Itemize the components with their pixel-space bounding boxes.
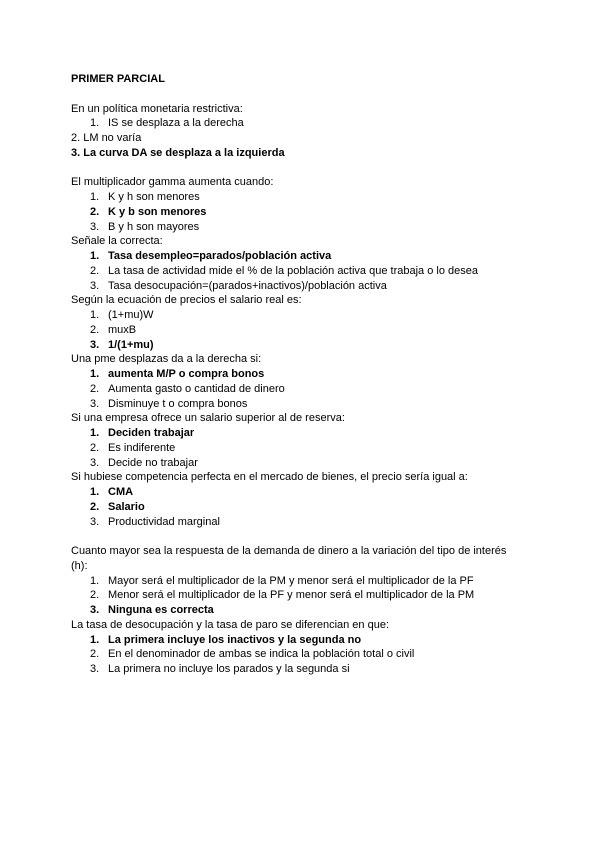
question-9-option-2 bbox=[71, 647, 571, 662]
option-text: K y b son menores bbox=[108, 205, 207, 218]
question-6-option-1 bbox=[71, 426, 571, 441]
option-number: 1. bbox=[90, 250, 100, 262]
question-5-option-1 bbox=[71, 367, 571, 382]
option-text: aumenta M/P o compra bonos bbox=[108, 368, 265, 380]
question-2-text: El multiplicador gamma aumenta cuando: bbox=[71, 176, 274, 189]
option-number: 3. bbox=[90, 604, 100, 616]
option-text: Productividad marginal bbox=[108, 515, 220, 528]
question-2-option-2 bbox=[71, 205, 571, 220]
option-text: IS se desplaza a la derecha bbox=[108, 117, 244, 130]
question-9-text: La tasa de desocupación y la tasa de paro se diferencian en que: bbox=[71, 618, 390, 631]
option-number: 2. bbox=[90, 500, 100, 513]
question-3-option-3 bbox=[71, 279, 571, 294]
option-number: 1. bbox=[90, 633, 100, 646]
option-text: Ninguna es correcta bbox=[108, 604, 214, 616]
question-4-option-1 bbox=[71, 308, 571, 323]
option-text: B y h son mayores bbox=[108, 220, 200, 233]
question-3-option-1 bbox=[71, 249, 571, 264]
option-number: 3. bbox=[90, 220, 100, 233]
option-number: 3. bbox=[90, 338, 100, 351]
question-5-option-2 bbox=[71, 382, 571, 397]
question-1-option-3: 3. La curva DA se desplaza a la izquierda bbox=[71, 146, 285, 159]
option-text: 1/(1+mu) bbox=[108, 338, 154, 351]
question-7-text: Si hubiese competencia perfecta en el mercado de bienes, el precio sería igual a: bbox=[71, 471, 468, 484]
question-4-option-2 bbox=[71, 323, 571, 338]
option-text: (1+mu)W bbox=[108, 309, 154, 321]
option-number: 3. bbox=[90, 663, 100, 675]
document-page bbox=[71, 72, 571, 677]
option-number: 2. bbox=[90, 441, 100, 454]
option-text: Tasa desocupación=(parados+inactivos)/población activa bbox=[108, 279, 387, 292]
option-number: 3. bbox=[90, 456, 100, 469]
option-text: La primera incluye los inactivos y la segunda no bbox=[108, 633, 362, 646]
question-8-option-1 bbox=[71, 574, 571, 589]
option-text: K y h son menores bbox=[108, 191, 200, 203]
question-6-text: Si una empresa ofrece un salario superior al de reserva: bbox=[71, 412, 345, 425]
document-title: PRIMER PARCIAL bbox=[71, 73, 165, 85]
question-7-option-3 bbox=[71, 515, 571, 530]
option-text: Disminuye t o compra bonos bbox=[108, 397, 248, 410]
option-number: 3. bbox=[90, 279, 100, 292]
question-4-option-3 bbox=[71, 338, 571, 353]
question-4-text: Según la ecuación de precios el salario real es: bbox=[71, 294, 302, 307]
option-text: La tasa de actividad mide el % de la población activa que trabaja o lo desea bbox=[108, 264, 478, 277]
option-number: 2. bbox=[90, 589, 100, 602]
option-number: 1. bbox=[90, 191, 100, 203]
option-number: 1. bbox=[90, 368, 100, 380]
option-number: 2. bbox=[90, 382, 100, 395]
option-number: 1. bbox=[90, 427, 100, 439]
option-text: Tasa desempleo=parados/población activa bbox=[108, 250, 332, 262]
option-number: 1. bbox=[90, 117, 100, 130]
option-text: La primera no incluye los parados y la segunda si bbox=[108, 663, 350, 675]
question-7-option-1 bbox=[71, 485, 571, 500]
option-text: Decide no trabajar bbox=[108, 456, 198, 469]
question-2-option-1 bbox=[71, 190, 571, 205]
option-text: Mayor será el multiplicador de la PM y menor será el multiplicador de la PF bbox=[108, 574, 474, 587]
question-8-option-2 bbox=[71, 588, 571, 603]
question-9-option-1 bbox=[71, 633, 571, 648]
option-text: Es indiferente bbox=[108, 441, 176, 454]
option-text: Aumenta gasto o cantidad de dinero bbox=[108, 382, 285, 395]
option-text: Deciden trabajar bbox=[108, 427, 195, 439]
option-number: 2. bbox=[90, 648, 100, 661]
question-5-text: Una pme desplazas da a la derecha si: bbox=[71, 353, 262, 366]
option-text: Menor será el multiplicador de la PF y menor será el multiplicador de la PM bbox=[108, 589, 475, 602]
option-number: 1. bbox=[90, 574, 100, 587]
question-6-option-3 bbox=[71, 456, 571, 471]
question-6-option-2 bbox=[71, 441, 571, 456]
question-1-option-1 bbox=[71, 116, 571, 131]
question-3-option-2 bbox=[71, 264, 571, 279]
option-number: 2. bbox=[90, 205, 100, 218]
option-text: CMA bbox=[108, 486, 134, 498]
question-2-option-3 bbox=[71, 220, 571, 235]
question-9-option-3 bbox=[71, 662, 571, 677]
question-5-option-3 bbox=[71, 397, 571, 412]
option-number: 1. bbox=[90, 486, 100, 498]
option-text: muxB bbox=[108, 323, 137, 336]
option-text: En el denominador de ambas se indica la población total o civil bbox=[108, 648, 415, 661]
option-text: Salario bbox=[108, 500, 145, 513]
question-3-text: Señale la correcta: bbox=[71, 235, 163, 248]
question-1-text: En un política monetaria restrictiva: bbox=[71, 102, 243, 115]
question-8-option-3 bbox=[71, 603, 571, 618]
option-number: 1. bbox=[90, 309, 100, 321]
question-8-text-line-2: (h): bbox=[71, 559, 88, 572]
option-number: 3. bbox=[90, 515, 100, 528]
option-number: 2. bbox=[90, 323, 100, 336]
option-number: 2. bbox=[90, 264, 100, 277]
question-8-text-line-1: Cuanto mayor sea la respuesta de la demanda de dinero a la variación del tipo de interés bbox=[71, 545, 507, 557]
question-1-option-2: 2. LM no varía bbox=[71, 132, 142, 144]
question-7-option-2 bbox=[71, 500, 571, 515]
option-number: 3. bbox=[90, 397, 100, 410]
